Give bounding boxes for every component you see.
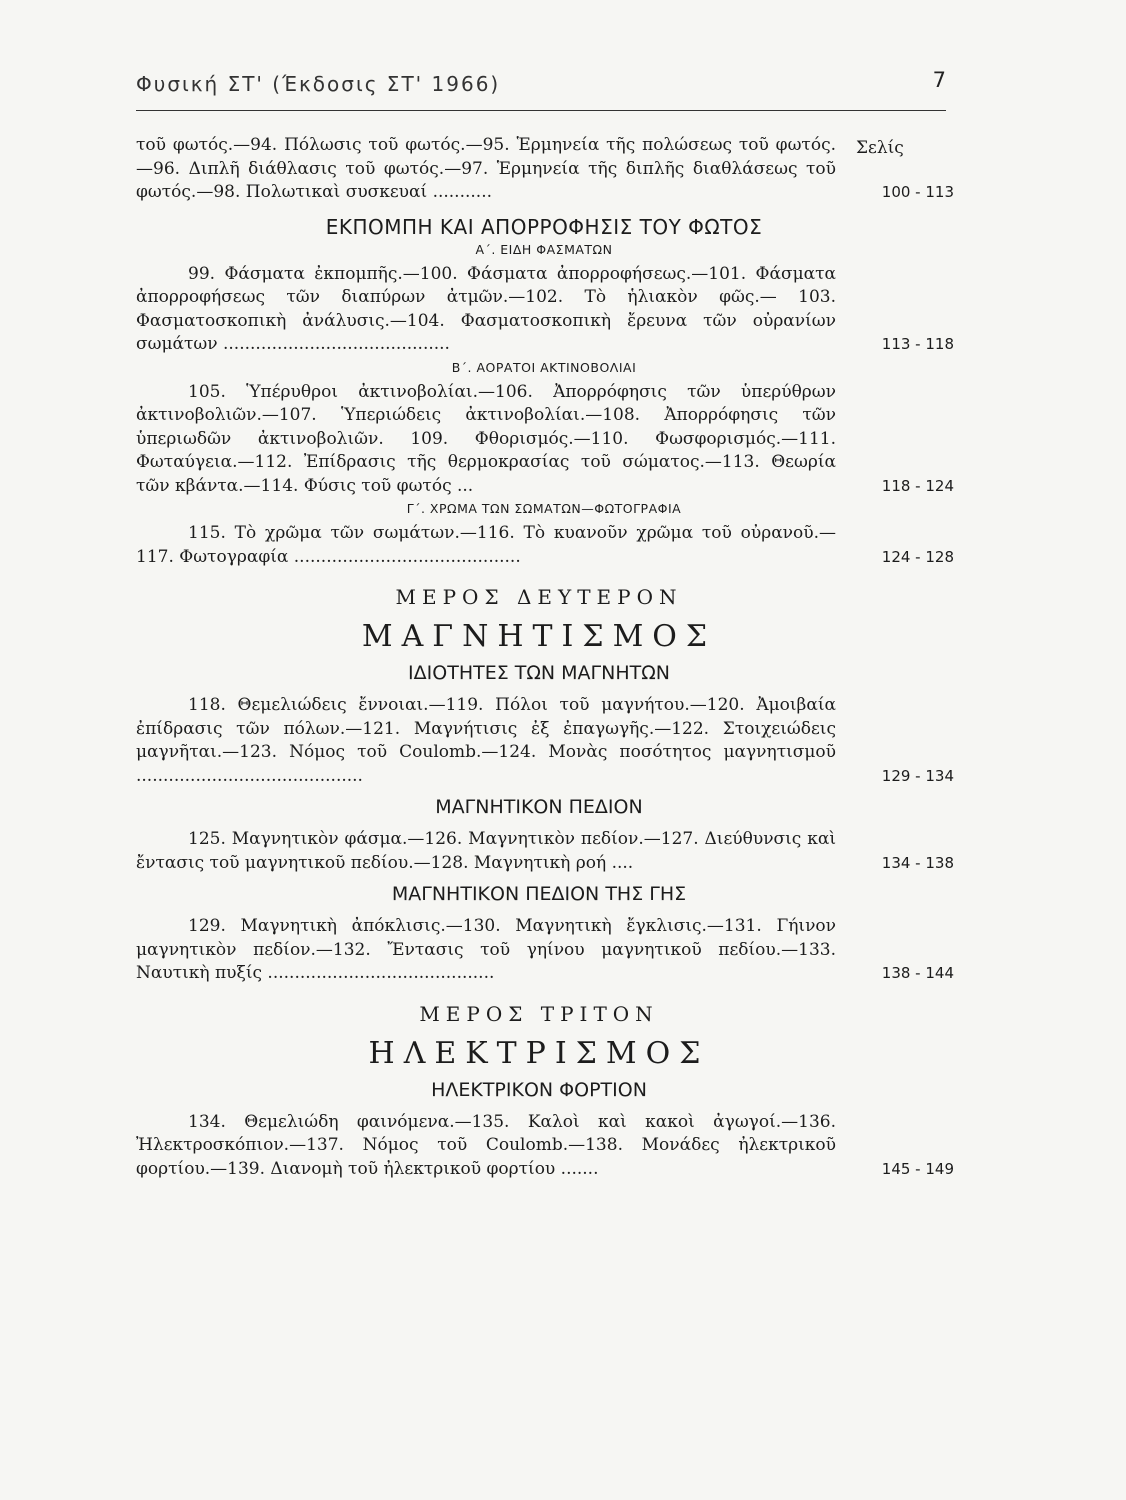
toc-heading-sub: Β΄. ΑΟΡΑΤΟΙ ΑΚΤΙΝΟΒΟΛΙΑΙ bbox=[451, 359, 637, 375]
toc-heading-part: ΜΕΡΟΣ ΤΡΙΤΟΝ bbox=[419, 1001, 659, 1026]
toc-entry bbox=[136, 522, 972, 569]
toc-heading-sub: Α΄. ΕΙΔΗ ΦΑΣΜΑΤΩΝ bbox=[475, 241, 613, 257]
toc-heading-part: ΜΕΡΟΣ ΔΕΥΤΕΡΟΝ bbox=[395, 585, 683, 609]
toc-entry-text: 115. Τὸ χρῶμα τῶν σωμάτων.—116. Τὸ κυανοῦν χρῶμα τοῦ οὐρανοῦ.—117. Φωτογραφία .......................................... bbox=[136, 523, 836, 567]
page-header bbox=[136, 68, 946, 111]
toc-heading-big: ΜΑΓΝΗΤΙΣΜΟΣ bbox=[361, 619, 717, 654]
toc-heading-sec: ΙΔΙΟΤΗΤΕΣ ΤΩΝ ΜΑΓΝΗΤΩΝ bbox=[408, 662, 670, 684]
toc-entry bbox=[136, 694, 972, 788]
toc-entry-text: 118. Θεμελιώδεις ἔννοιαι.—119. Πόλοι τοῦ μαγνήτου.—120. Ἀμοιβαία ἐπίδρασις τῶν πόλων.—121. Μαγνήτισις ἐξ ἐπαγωγῆς.—122. Στοιχειώδεις μαγνῆται.—123. Νόμος τοῦ Coulomb.—124. Μονὰς ποσότητος μαγνητισμοῦ .......................................... bbox=[136, 695, 836, 786]
toc-page-range: 134 - 138 bbox=[881, 853, 954, 872]
toc-entry bbox=[136, 1111, 972, 1182]
toc-page-range: 100 - 113 bbox=[881, 183, 954, 201]
page-number: 7 bbox=[932, 68, 946, 92]
toc-entry-text: 105. Ὑπέρυθροι ἀκτινοβολίαι.—106. Ἀπορρόφησις τῶν ὑπερύθρων ἀκτινοβολιῶν.—107. Ὑπεριώδεις ἀκτινοβολίαι.—108. Ἀπορρόφησις τῶν ὑπεριωδῶν ἀκτινοβολιῶν. 109. Φθορισμός.—110. Φωσφορισμός.—111. Φωταύγεια.—112. Ἐπίδρασις τῆς θερμοκρασίας τοῦ σώματος.—113. Θεωρία τῶν κβάντα.—114. Φύσις τοῦ φωτός ... bbox=[136, 381, 836, 496]
table-of-contents bbox=[136, 130, 972, 1181]
toc-entry bbox=[136, 828, 972, 875]
toc-entry-text: 134. Θεμελιώδη φαινόμενα.—135. Καλοὶ καὶ κακοὶ ἀγωγοί.—136. Ἠλεκτροσκόπιον.—137. Νόμος τοῦ Coulomb.—138. Μονάδες ἠλεκτρικοῦ φορτίου.—139. Διανομὴ τοῦ ἠλεκτρικοῦ φορτίου ....... bbox=[136, 1111, 836, 1179]
toc-heading-sec: ΗΛΕΚΤΡΙΚΟΝ ΦΟΡΤΙΟΝ bbox=[431, 1078, 647, 1101]
toc-entry bbox=[136, 915, 972, 986]
toc-entry bbox=[136, 130, 972, 205]
toc-page-range: 124 - 128 bbox=[881, 547, 954, 566]
toc-heading-chapter: ΕΚΠΟΜΠΗ ΚΑΙ ΑΠΟΡΡΟΦΗΣΙΣ ΤΟΥ ΦΩΤΟΣ bbox=[325, 214, 763, 239]
toc-entry-text: 125. Μαγνητικὸν φάσμα.—126. Μαγνητικὸν πεδίον.—127. Διεύθυνσις καὶ ἔντασις τοῦ μαγνητικοῦ πεδίου.—128. Μαγνητικὴ ροή .... bbox=[136, 829, 836, 873]
toc-heading-sec: ΜΑΓΝΗΤΙΚΟΝ ΠΕΔΙΟΝ bbox=[435, 796, 643, 818]
toc-entry bbox=[136, 263, 972, 357]
toc-page-range: 138 - 144 bbox=[881, 964, 954, 982]
toc-entry bbox=[136, 381, 972, 499]
running-title: Φυσική ΣΤ' (Έκδοσις ΣΤ' 1966) bbox=[136, 72, 501, 96]
toc-entry-text: τοῦ φωτός.—94. Πόλωσις τοῦ φωτός.—95. Ἑρμηνεία τῆς πολώσεως τοῦ φωτός.—96. Διπλῆ διάθλασις τοῦ φωτός.—97. Ἑρμηνεία τῆς διπλῆς διαθλάσεως τοῦ φωτός.—98. Πολωτικαὶ συσκευαί ........... bbox=[136, 135, 836, 202]
toc-page-range: 145 - 149 bbox=[881, 1159, 954, 1178]
toc-heading-sec: ΜΑΓΝΗΤΙΚΟΝ ΠΕΔΙΟΝ ΤΗΣ ΓΗΣ bbox=[391, 883, 687, 905]
toc-page-range: 113 - 118 bbox=[881, 335, 954, 353]
toc-entry-text: 129. Μαγνητικὴ ἀπόκλισις.—130. Μαγνητικὴ ἔγκλισις.—131. Γήινον μαγνητικὸν πεδίον.—132. Ἔντασις τοῦ γηίνου μαγνητικοῦ πεδίου.—133. Ναυτικὴ πυξίς .......................................... bbox=[136, 916, 836, 983]
toc-page-range: 129 - 134 bbox=[881, 766, 954, 785]
toc-heading-big: ΗΛΕΚΤΡΙΣΜΟΣ bbox=[368, 1035, 710, 1071]
page-column-label: Σελίς bbox=[856, 138, 904, 158]
toc-entry-text: 99. Φάσματα ἐκπομπῆς.—100. Φάσματα ἀπορροφήσεως.—101. Φάσματα ἀπορροφήσεως τῶν διαπύρων ἀτμῶν.—102. Τὸ ἡλιακὸν φῶς.— 103. Φασματοσκοπικὴ ἀνάλυσις.—104. Φασματοσκοπικὴ ἔρευνα τῶν οὐρανίων σωμάτων .......................................... bbox=[136, 263, 836, 354]
toc-heading-sub: Γ΄. ΧΡΩΜΑ ΤΩΝ ΣΩΜΑΤΩΝ—ΦΩΤΟΓΡΑΦΙΑ bbox=[406, 501, 682, 516]
toc-page-range: 118 - 124 bbox=[881, 476, 954, 495]
